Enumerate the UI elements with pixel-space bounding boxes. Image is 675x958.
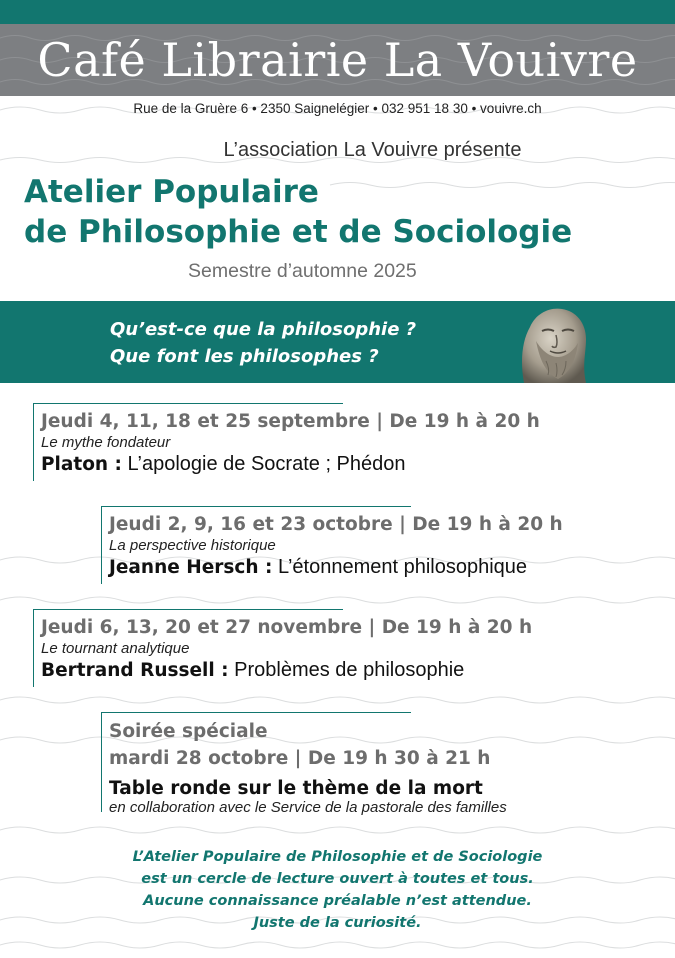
session-reading: [109, 556, 563, 579]
title-line-1: Atelier Populaire: [24, 174, 319, 210]
closing-line-3: Aucune connaissance préalable n’est attendue.: [143, 893, 532, 909]
closing-statement: [0, 846, 675, 934]
semester-label: Semestre d’automne 2025: [188, 260, 417, 282]
special-date: mardi 28 octobre | De 19 h 30 à 21 h: [109, 748, 491, 769]
special-topic: Table ronde sur le thème de la mort: [109, 778, 483, 799]
header-banner: [0, 24, 675, 96]
closing-line-4: Juste de la curiosité.: [253, 915, 422, 931]
question-text: [110, 316, 416, 370]
special-collaboration: en collaboration avec le Service de la pastorale des familles: [109, 799, 507, 816]
session-theme: Le mythe fondateur: [41, 434, 171, 451]
session-rule-side: [33, 403, 34, 481]
session-author: Bertrand Russell :: [41, 660, 229, 681]
session-date: Jeudi 2, 9, 16 et 23 octobre | De 19 h à 20 h: [109, 514, 563, 535]
top-accent-strip: [0, 0, 675, 24]
closing-line-1: L’Atelier Populaire de Philosophie et de Sociologie: [132, 849, 543, 865]
question-line-2: Que font les philosophes ?: [110, 346, 379, 367]
session-date: Jeudi 6, 13, 20 et 27 novembre | De 19 h à 20 h: [41, 617, 533, 638]
address-line: Rue de la Gruère 6 • 2350 Saignelégier • 032 951 18 30 • vouivre.ch: [133, 101, 542, 116]
session-rule-side: [101, 712, 102, 812]
session-november: [33, 609, 532, 682]
session-theme: Le tournant analytique: [41, 640, 190, 657]
session-september: [33, 403, 540, 476]
special-evening: [101, 712, 507, 816]
question-band: [0, 301, 675, 383]
question-line-1: Qu’est-ce que la philosophie ?: [110, 319, 417, 340]
session-reading: [41, 659, 532, 682]
session-rule-side: [101, 506, 102, 584]
session-october: [101, 506, 563, 579]
session-rule-top: [33, 609, 343, 610]
socrates-bust-image: [506, 301, 598, 383]
session-author: Jeanne Hersch :: [109, 557, 273, 578]
closing-line-2: est un cercle de lecture ouvert à toutes et tous.: [141, 871, 534, 887]
session-rule-side: [33, 609, 34, 687]
page-title: [24, 172, 664, 252]
session-work: Problèmes de philosophie: [228, 659, 465, 681]
session-rule-top: [101, 506, 411, 507]
association-presents: L’association La Vouivre présente: [223, 139, 522, 161]
session-rule-top: [101, 712, 411, 713]
session-reading: [41, 453, 540, 476]
title-line-2: de Philosophie et de Sociologie: [24, 214, 573, 250]
session-work: L’apologie de Socrate ; Phédon: [121, 453, 406, 475]
session-author: Platon :: [41, 454, 122, 475]
session-theme: La perspective historique: [109, 537, 276, 554]
session-rule-top: [33, 403, 343, 404]
session-date: Jeudi 4, 11, 18 et 25 septembre | De 19 h à 20 h: [41, 411, 540, 432]
session-work: L’étonnement philosophique: [272, 556, 528, 578]
cafe-title: Café Librairie La Vouivre: [37, 33, 638, 87]
special-label: Soirée spéciale: [109, 721, 268, 742]
